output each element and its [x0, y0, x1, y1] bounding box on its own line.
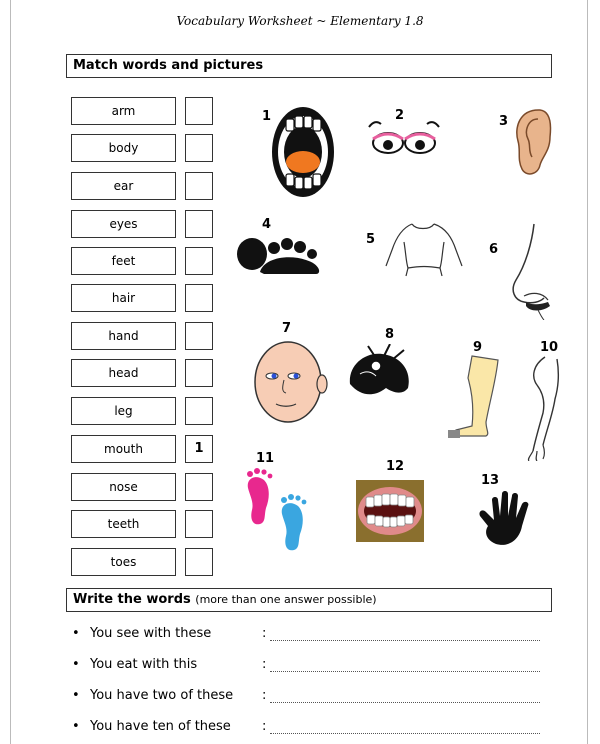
answer-line[interactable] — [270, 632, 540, 641]
answer-box-head[interactable] — [185, 359, 213, 387]
question-row — [72, 688, 552, 708]
picture-number-2: 2 — [395, 108, 405, 123]
picture-number-4: 4 — [262, 217, 272, 232]
nose-picture — [508, 222, 554, 320]
answer-box-nose[interactable] — [185, 473, 213, 501]
bullet: • — [72, 688, 80, 703]
question-text: You see with these — [90, 626, 212, 641]
feet-picture — [244, 468, 310, 556]
picture-number-6: 6 — [489, 242, 499, 257]
picture-number-11: 11 — [256, 451, 275, 466]
section-write-note: (more than one answer possible) — [195, 593, 377, 606]
arm-picture — [523, 355, 571, 461]
picture-number-5: 5 — [366, 232, 376, 247]
picture-number-3: 3 — [499, 114, 509, 129]
hand-picture — [478, 486, 538, 548]
word-box-feet: feet — [71, 247, 176, 275]
hair-picture — [346, 344, 416, 400]
picture-number-9: 9 — [473, 340, 483, 355]
answer-box-mouth[interactable]: 1 — [185, 435, 213, 463]
picture-number-10: 10 — [540, 340, 559, 355]
answer-box-toes[interactable] — [185, 548, 213, 576]
word-box-hand: hand — [71, 322, 176, 350]
answer-box-arm[interactable] — [185, 97, 213, 125]
question-row — [72, 657, 552, 677]
colon: : — [262, 626, 267, 641]
section-match-title: Match words and pictures — [73, 58, 264, 73]
footprint-picture — [236, 228, 324, 276]
bullet: • — [72, 657, 80, 672]
answer-box-hair[interactable] — [185, 284, 213, 312]
answer-box-hand[interactable] — [185, 322, 213, 350]
word-box-head: head — [71, 359, 176, 387]
answer-box-ear[interactable] — [185, 172, 213, 200]
answer-line[interactable] — [270, 725, 540, 734]
question-row — [72, 626, 552, 646]
teeth-picture — [356, 480, 424, 542]
question-row — [72, 719, 552, 739]
word-box-teeth: teeth — [71, 510, 176, 538]
ear-picture — [510, 107, 554, 177]
colon: : — [262, 657, 267, 672]
picture-number-1: 1 — [262, 109, 272, 124]
colon: : — [262, 719, 267, 734]
eyes-picture — [366, 117, 442, 161]
word-box-toes: toes — [71, 548, 176, 576]
body-picture — [384, 220, 464, 280]
colon: : — [262, 688, 267, 703]
answer-box-teeth[interactable] — [185, 510, 213, 538]
bullet: • — [72, 626, 80, 641]
mouth-picture — [268, 104, 338, 200]
picture-number-13: 13 — [481, 473, 500, 488]
word-box-eyes: eyes — [71, 210, 176, 238]
word-box-leg: leg — [71, 397, 176, 425]
section-write-header — [66, 588, 552, 612]
section-write-title: Write the words — [73, 592, 191, 607]
worksheet-title: Vocabulary Worksheet ~ Elementary 1.8 — [176, 14, 424, 28]
section-match-header — [66, 54, 552, 78]
answer-box-leg[interactable] — [185, 397, 213, 425]
word-box-arm: arm — [71, 97, 176, 125]
word-box-mouth: mouth — [71, 435, 176, 463]
answer-box-eyes[interactable] — [185, 210, 213, 238]
answer-box-feet[interactable] — [185, 247, 213, 275]
leg-picture — [446, 352, 504, 442]
answer-line[interactable] — [270, 694, 540, 703]
answer-box-body[interactable] — [185, 134, 213, 162]
word-box-body: body — [71, 134, 176, 162]
question-text: You eat with this — [90, 657, 198, 672]
word-box-hair: hair — [71, 284, 176, 312]
picture-number-12: 12 — [386, 459, 405, 474]
head-picture — [250, 340, 328, 426]
picture-number-8: 8 — [385, 327, 395, 342]
word-box-nose: nose — [71, 473, 176, 501]
bullet: • — [72, 719, 80, 734]
question-text: You have ten of these — [90, 719, 231, 734]
answer-line[interactable] — [270, 663, 540, 672]
question-text: You have two of these — [90, 688, 234, 703]
word-box-ear: ear — [71, 172, 176, 200]
picture-number-7: 7 — [282, 321, 292, 336]
